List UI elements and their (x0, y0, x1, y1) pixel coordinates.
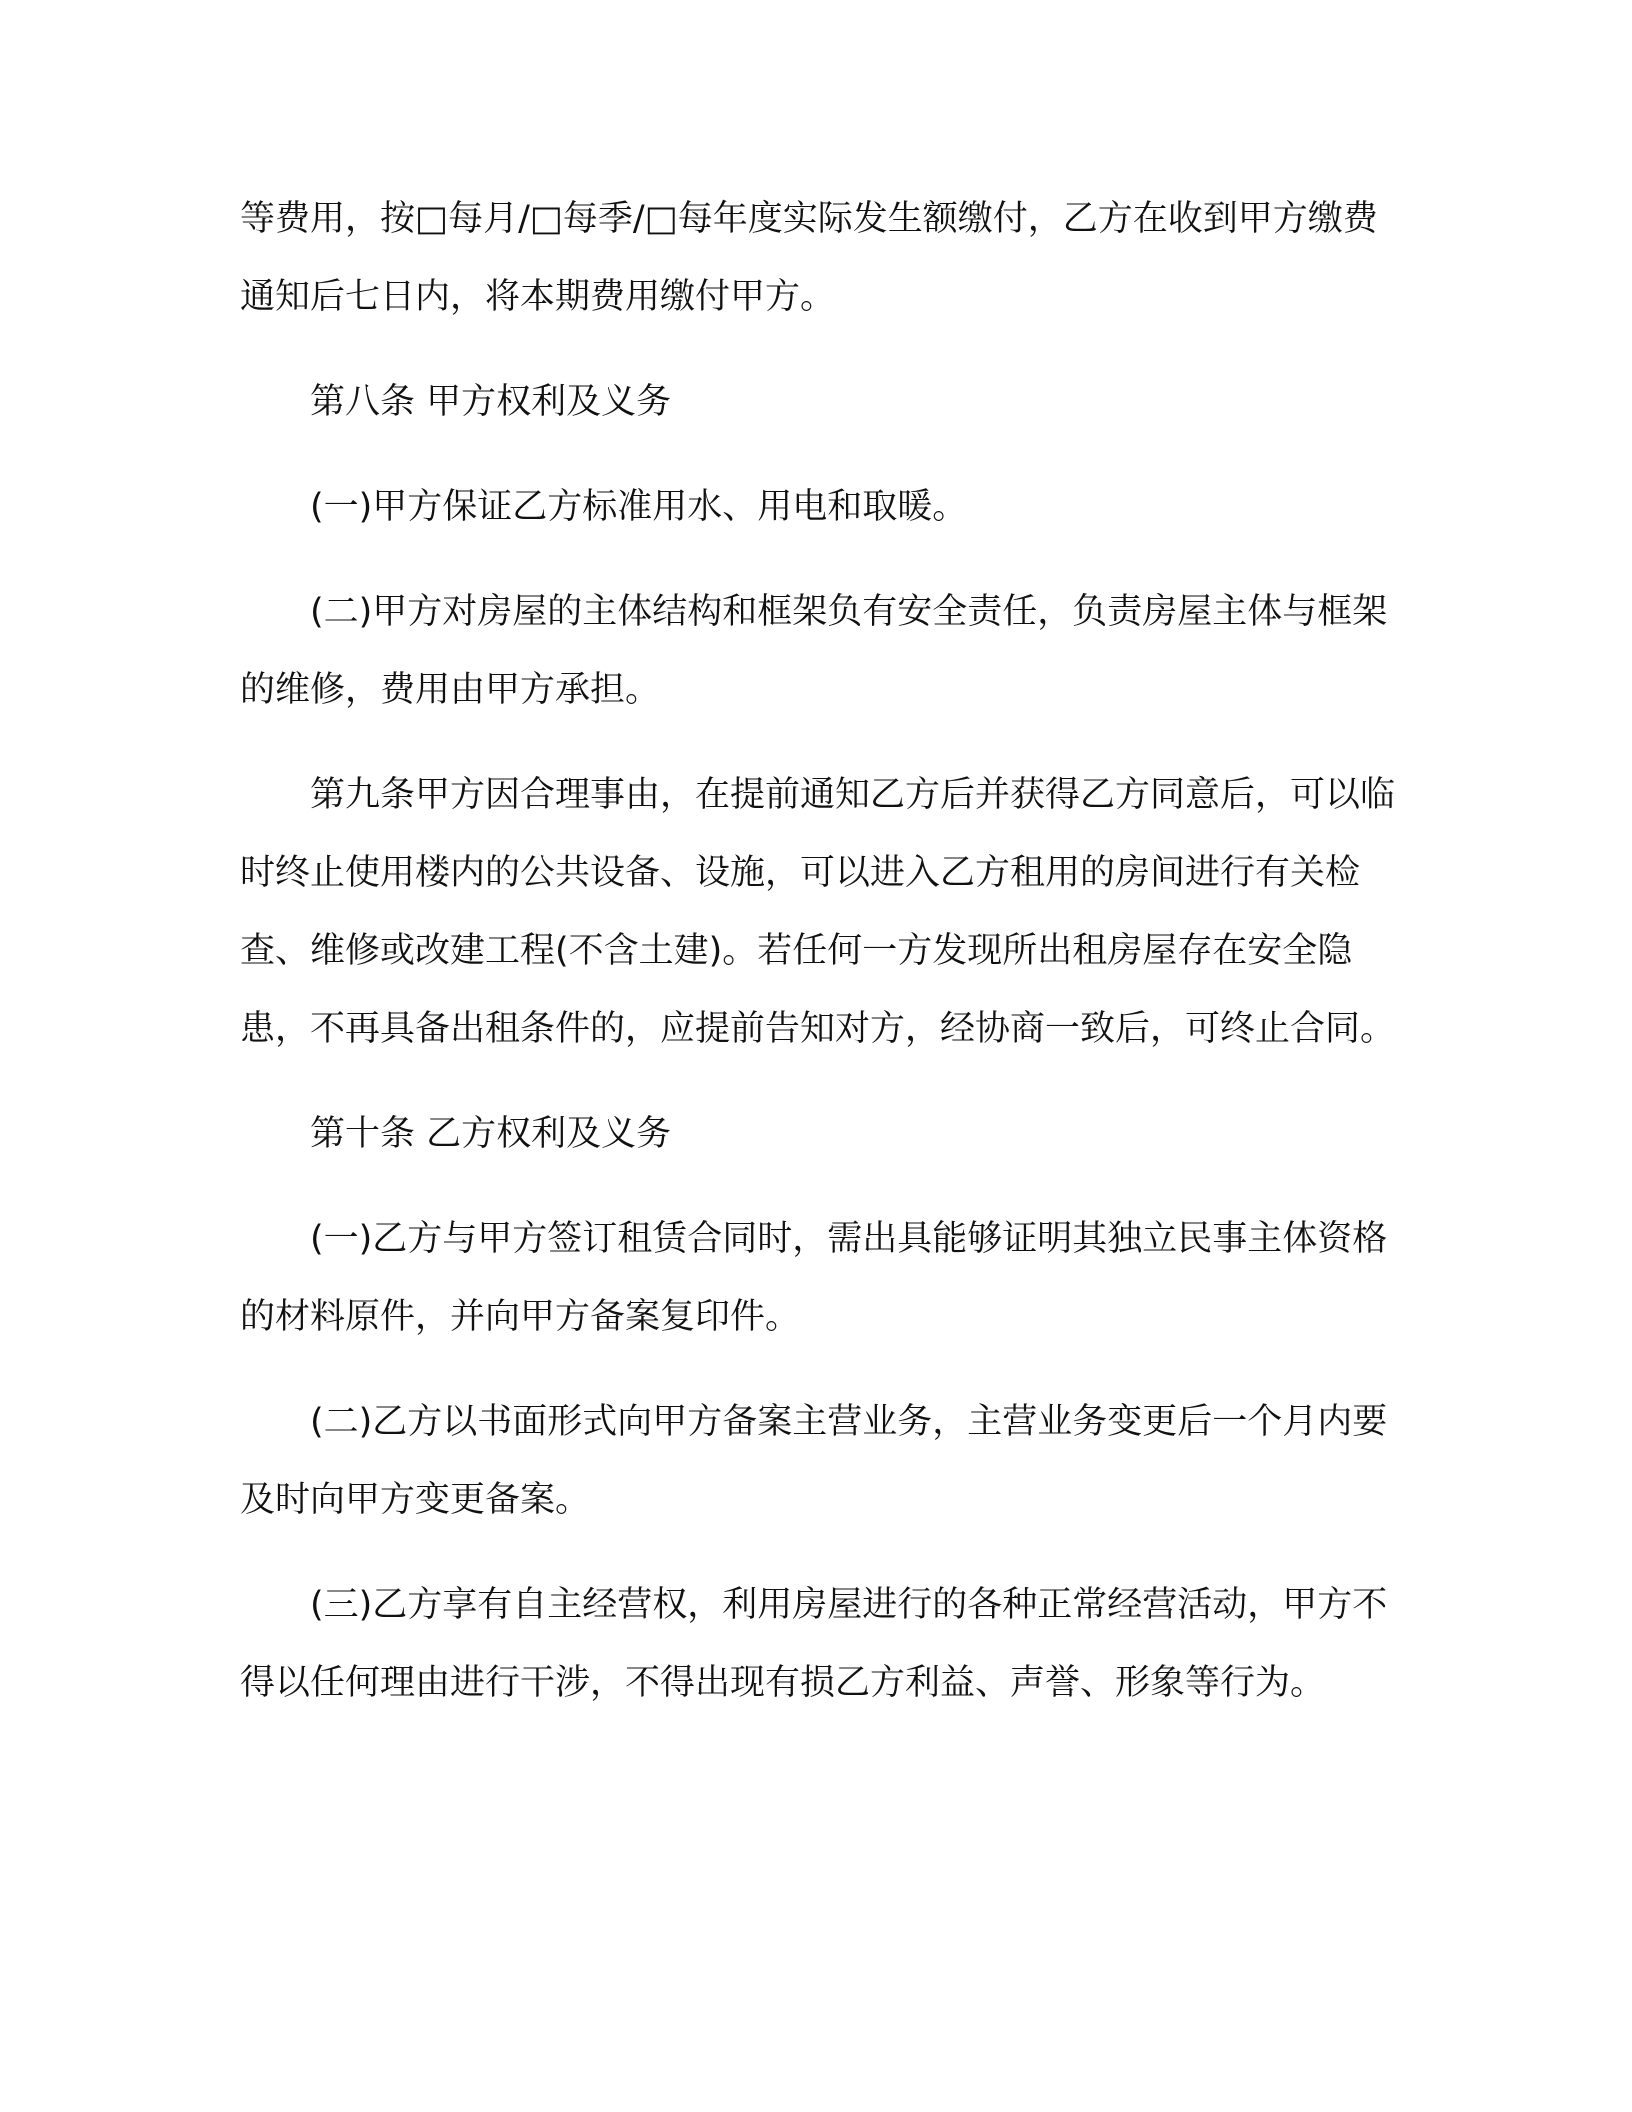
article-10-item-3: (三)乙方享有自主经营权，利用房屋进行的各种正常经营活动，甲方不得以任何理由进行干涉，不得出现有损乙方利益、声誉、形象等行为。 (240, 1585, 1388, 1703)
article-10-heading: 第十条 乙方权利及义务 (310, 1114, 672, 1154)
document-body (240, 180, 1400, 1722)
paragraph-fee-payment: 等费用，按□每月/□每季/□每年度实际发生额缴付，乙方在收到甲方缴费通知后七日内，将本期费用缴付甲方。 (240, 199, 1378, 317)
article-8-heading: 第八条 甲方权利及义务 (310, 382, 672, 422)
article-10-item-1: (一)乙方与甲方签订租赁合同时，需出具能够证明其独立民事主体资格的材料原件，并向甲方备案复印件。 (240, 1219, 1388, 1337)
article-10-item-2: (二)乙方以书面形式向甲方备案主营业务，主营业务变更后一个月内要及时向甲方变更备案。 (240, 1402, 1388, 1520)
article-8-item-2: (二)甲方对房屋的主体结构和框架负有安全责任，负责房屋主体与框架的维修，费用由甲方承担。 (240, 592, 1388, 710)
article-8-item-1: (一)甲方保证乙方标准用水、用电和取暖。 (310, 487, 968, 527)
article-9-paragraph: 第九条甲方因合理事由，在提前通知乙方后并获得乙方同意后，可以临时终止使用楼内的公共设备、设施，可以进入乙方租用的房间进行有关检查、维修或改建工程(不含土建)。若任何一方发现所出租房屋存在安全隐患，不再具备出租条件的，应提前告知对方，经协商一致后，可终止合同。 (240, 775, 1396, 1049)
